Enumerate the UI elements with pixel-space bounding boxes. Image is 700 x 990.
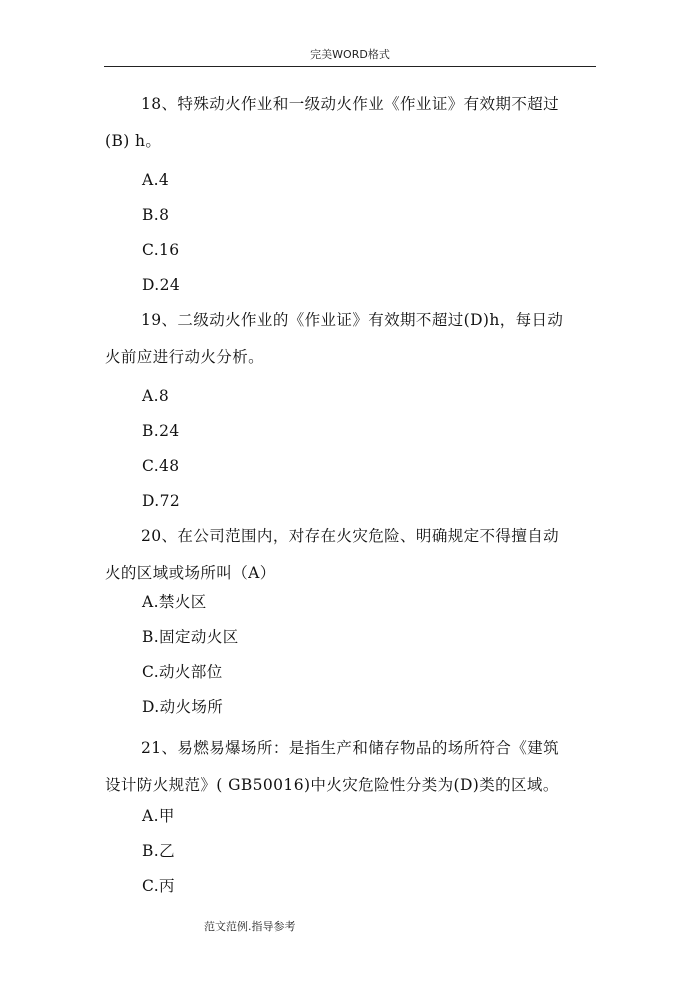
- option-d: D.72: [142, 492, 181, 510]
- option-c: C.动火部位: [142, 663, 223, 681]
- question-text: 21、易燃易爆场所：是指生产和储存物品的场所符合《建筑: [141, 739, 560, 757]
- question-text: 20、在公司范围内，对存在火灾危险、明确规定不得擅自动: [141, 527, 560, 545]
- option-c: C.16: [142, 241, 180, 259]
- question-19: [105, 302, 605, 376]
- page-header: 完美WORD格式: [104, 48, 596, 67]
- option-a: A.禁火区: [142, 593, 207, 611]
- question-text-continued: 设计防火规范》( GB50016)中火灾危险性分类为(D)类的区域。: [105, 776, 559, 794]
- question-text-continued: 火的区域或场所叫（A）: [105, 564, 276, 582]
- option-d: D.动火场所: [142, 698, 224, 716]
- question-18: [105, 86, 605, 160]
- question-20: [105, 518, 605, 592]
- question-text: 19、二级动火作业的《作业证》有效期不超过(D)h，每日动: [141, 311, 564, 329]
- option-c: C.48: [142, 457, 180, 475]
- option-a: A.8: [142, 387, 170, 405]
- question-21: [105, 730, 605, 804]
- option-b: B.固定动火区: [142, 628, 239, 646]
- question-text: 18、特殊动火作业和一级动火作业《作业证》有效期不超过: [141, 95, 560, 113]
- option-a: A.4: [142, 171, 170, 189]
- option-d: D.24: [142, 276, 181, 294]
- page-footer: 范文范例.指导参考: [204, 920, 296, 933]
- option-b: B.24: [142, 422, 180, 440]
- option-a: A.甲: [142, 807, 175, 825]
- question-text-continued: (B) h。: [105, 132, 162, 150]
- option-c: C.丙: [142, 877, 175, 895]
- option-b: B.8: [142, 206, 170, 224]
- option-b: B.乙: [142, 842, 176, 860]
- question-text-continued: 火前应进行动火分析。: [105, 348, 265, 366]
